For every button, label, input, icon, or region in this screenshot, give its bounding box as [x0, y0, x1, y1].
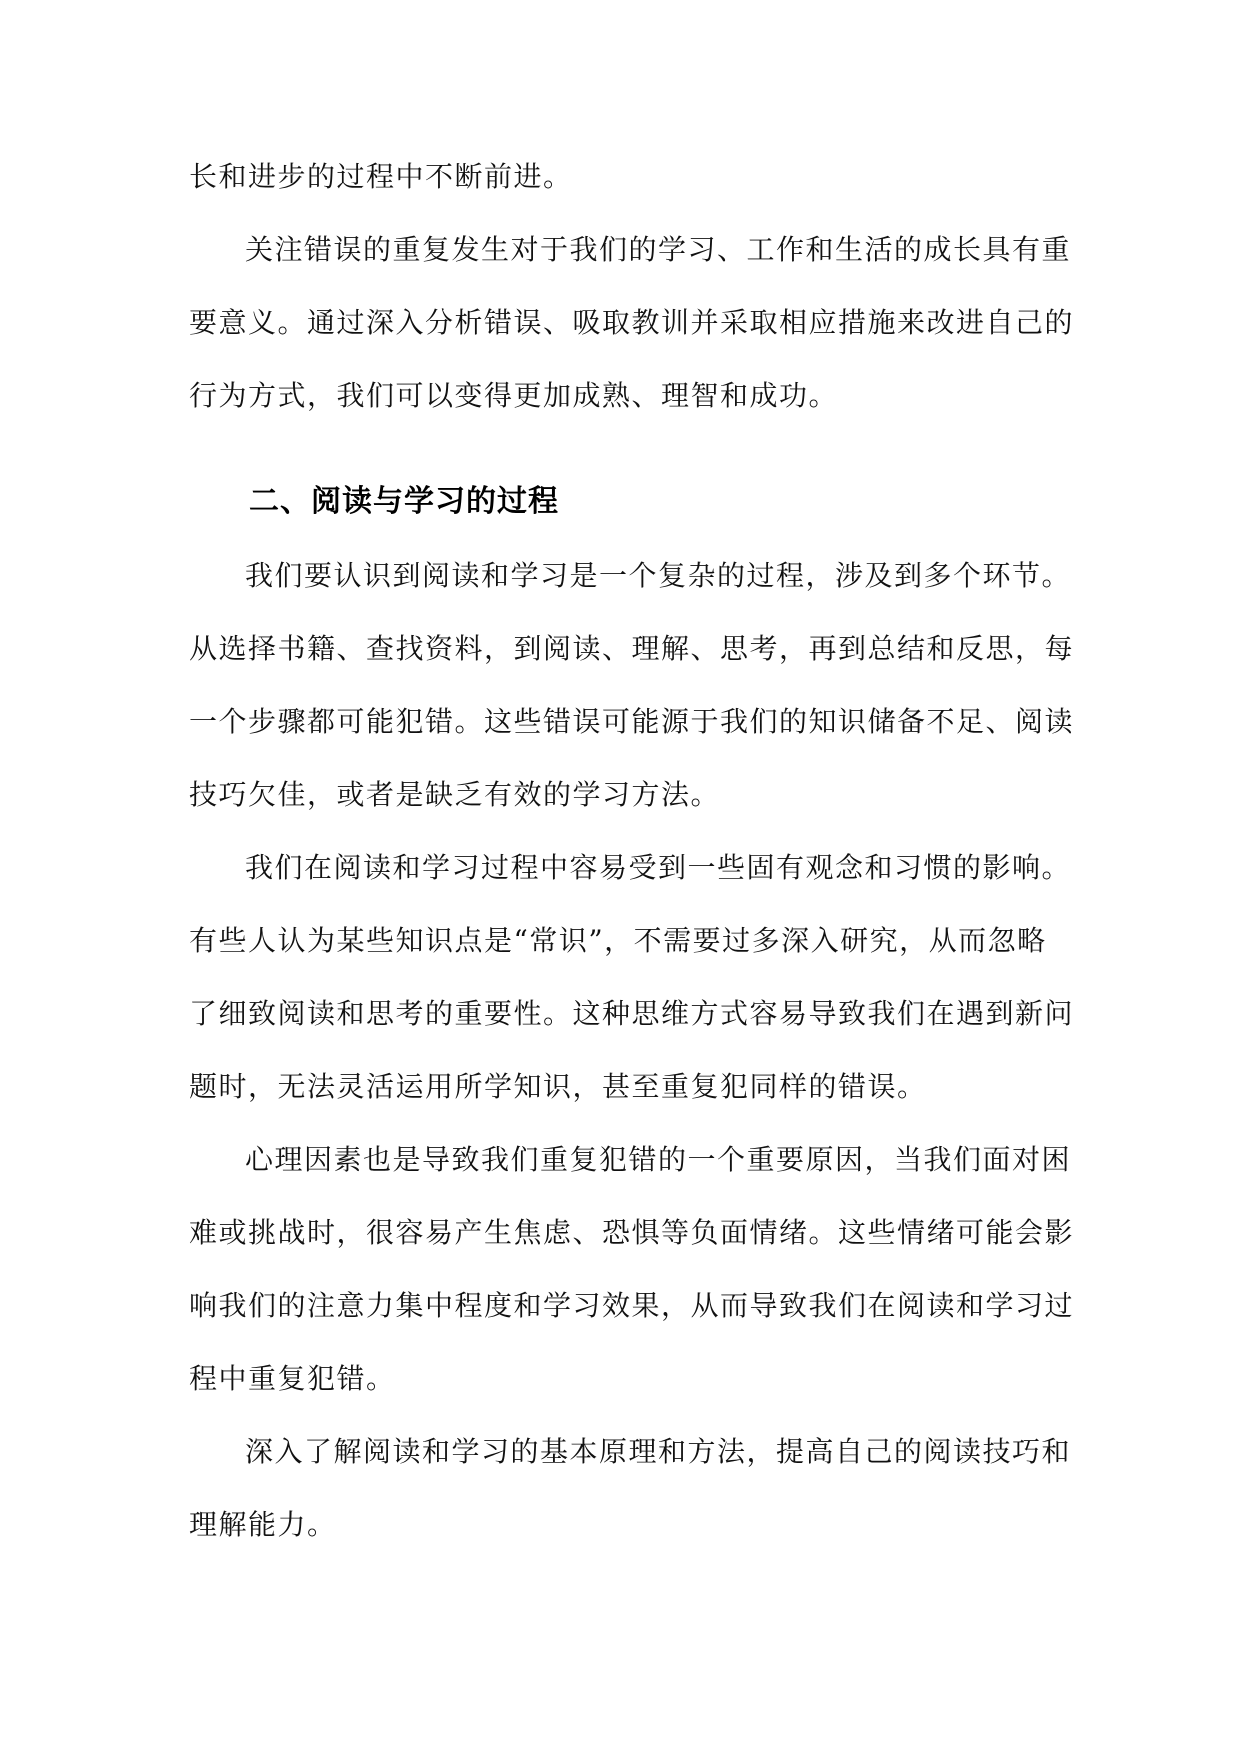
- paragraph: [189, 831, 1075, 1123]
- paragraph-line: 程中重复犯错。: [189, 1362, 396, 1395]
- paragraph-line: 一个步骤都可能犯错。这些错误可能源于我们的知识储备不足、阅读: [189, 705, 1075, 738]
- paragraph-line: 响我们的注意力集中程度和学习效果，从而导致我们在阅读和学习过: [189, 1289, 1075, 1322]
- paragraph-line: 技巧欠佳，或者是缺乏有效的学习方法。: [189, 778, 721, 811]
- body-text: [189, 140, 1075, 1561]
- paragraph-line: 题时，无法灵活运用所学知识，甚至重复犯同样的错误。: [189, 1070, 927, 1103]
- paragraph: [189, 539, 1075, 831]
- paragraph-line: 有些人认为某些知识点是“常识”，不需要过多深入研究，从而忽略: [189, 924, 1047, 957]
- paragraph-line: 我们要认识到阅读和学习是一个复杂的过程，涉及到多个环节。: [245, 559, 1072, 592]
- paragraph-line: 深入了解阅读和学习的基本原理和方法，提高自己的阅读技巧和: [245, 1435, 1072, 1468]
- paragraph-line: 关注错误的重复发生对于我们的学习、工作和生活的成长具有重: [245, 233, 1072, 266]
- paragraph-line: 理解能力。: [189, 1508, 337, 1541]
- paragraph-line: 难或挑战时，很容易产生焦虑、恐惧等负面情绪。这些情绪可能会影: [189, 1216, 1075, 1249]
- paragraph: [189, 213, 1075, 432]
- paragraph: [189, 1415, 1072, 1561]
- section-heading: 二、阅读与学习的过程: [249, 484, 559, 519]
- paragraph: [189, 1123, 1075, 1415]
- paragraph-line: 了细致阅读和思考的重要性。这种思维方式容易导致我们在遇到新问: [189, 997, 1075, 1030]
- paragraph-line: 从选择书籍、查找资料，到阅读、理解、思考，再到总结和反思，每: [189, 632, 1075, 665]
- paragraph-line: 心理因素也是导致我们重复犯错的一个重要原因，当我们面对困: [245, 1143, 1072, 1176]
- paragraph-line: 长和进步的过程中不断前进。: [189, 160, 573, 193]
- paragraph-line: 我们在阅读和学习过程中容易受到一些固有观念和习惯的影响。: [245, 851, 1072, 884]
- paragraph-line: 行为方式，我们可以变得更加成熟、理智和成功。: [189, 379, 839, 412]
- paragraph-line: 要意义。通过深入分析错误、吸取教训并采取相应措施来改进自己的: [189, 306, 1075, 339]
- paragraph: [189, 140, 1061, 213]
